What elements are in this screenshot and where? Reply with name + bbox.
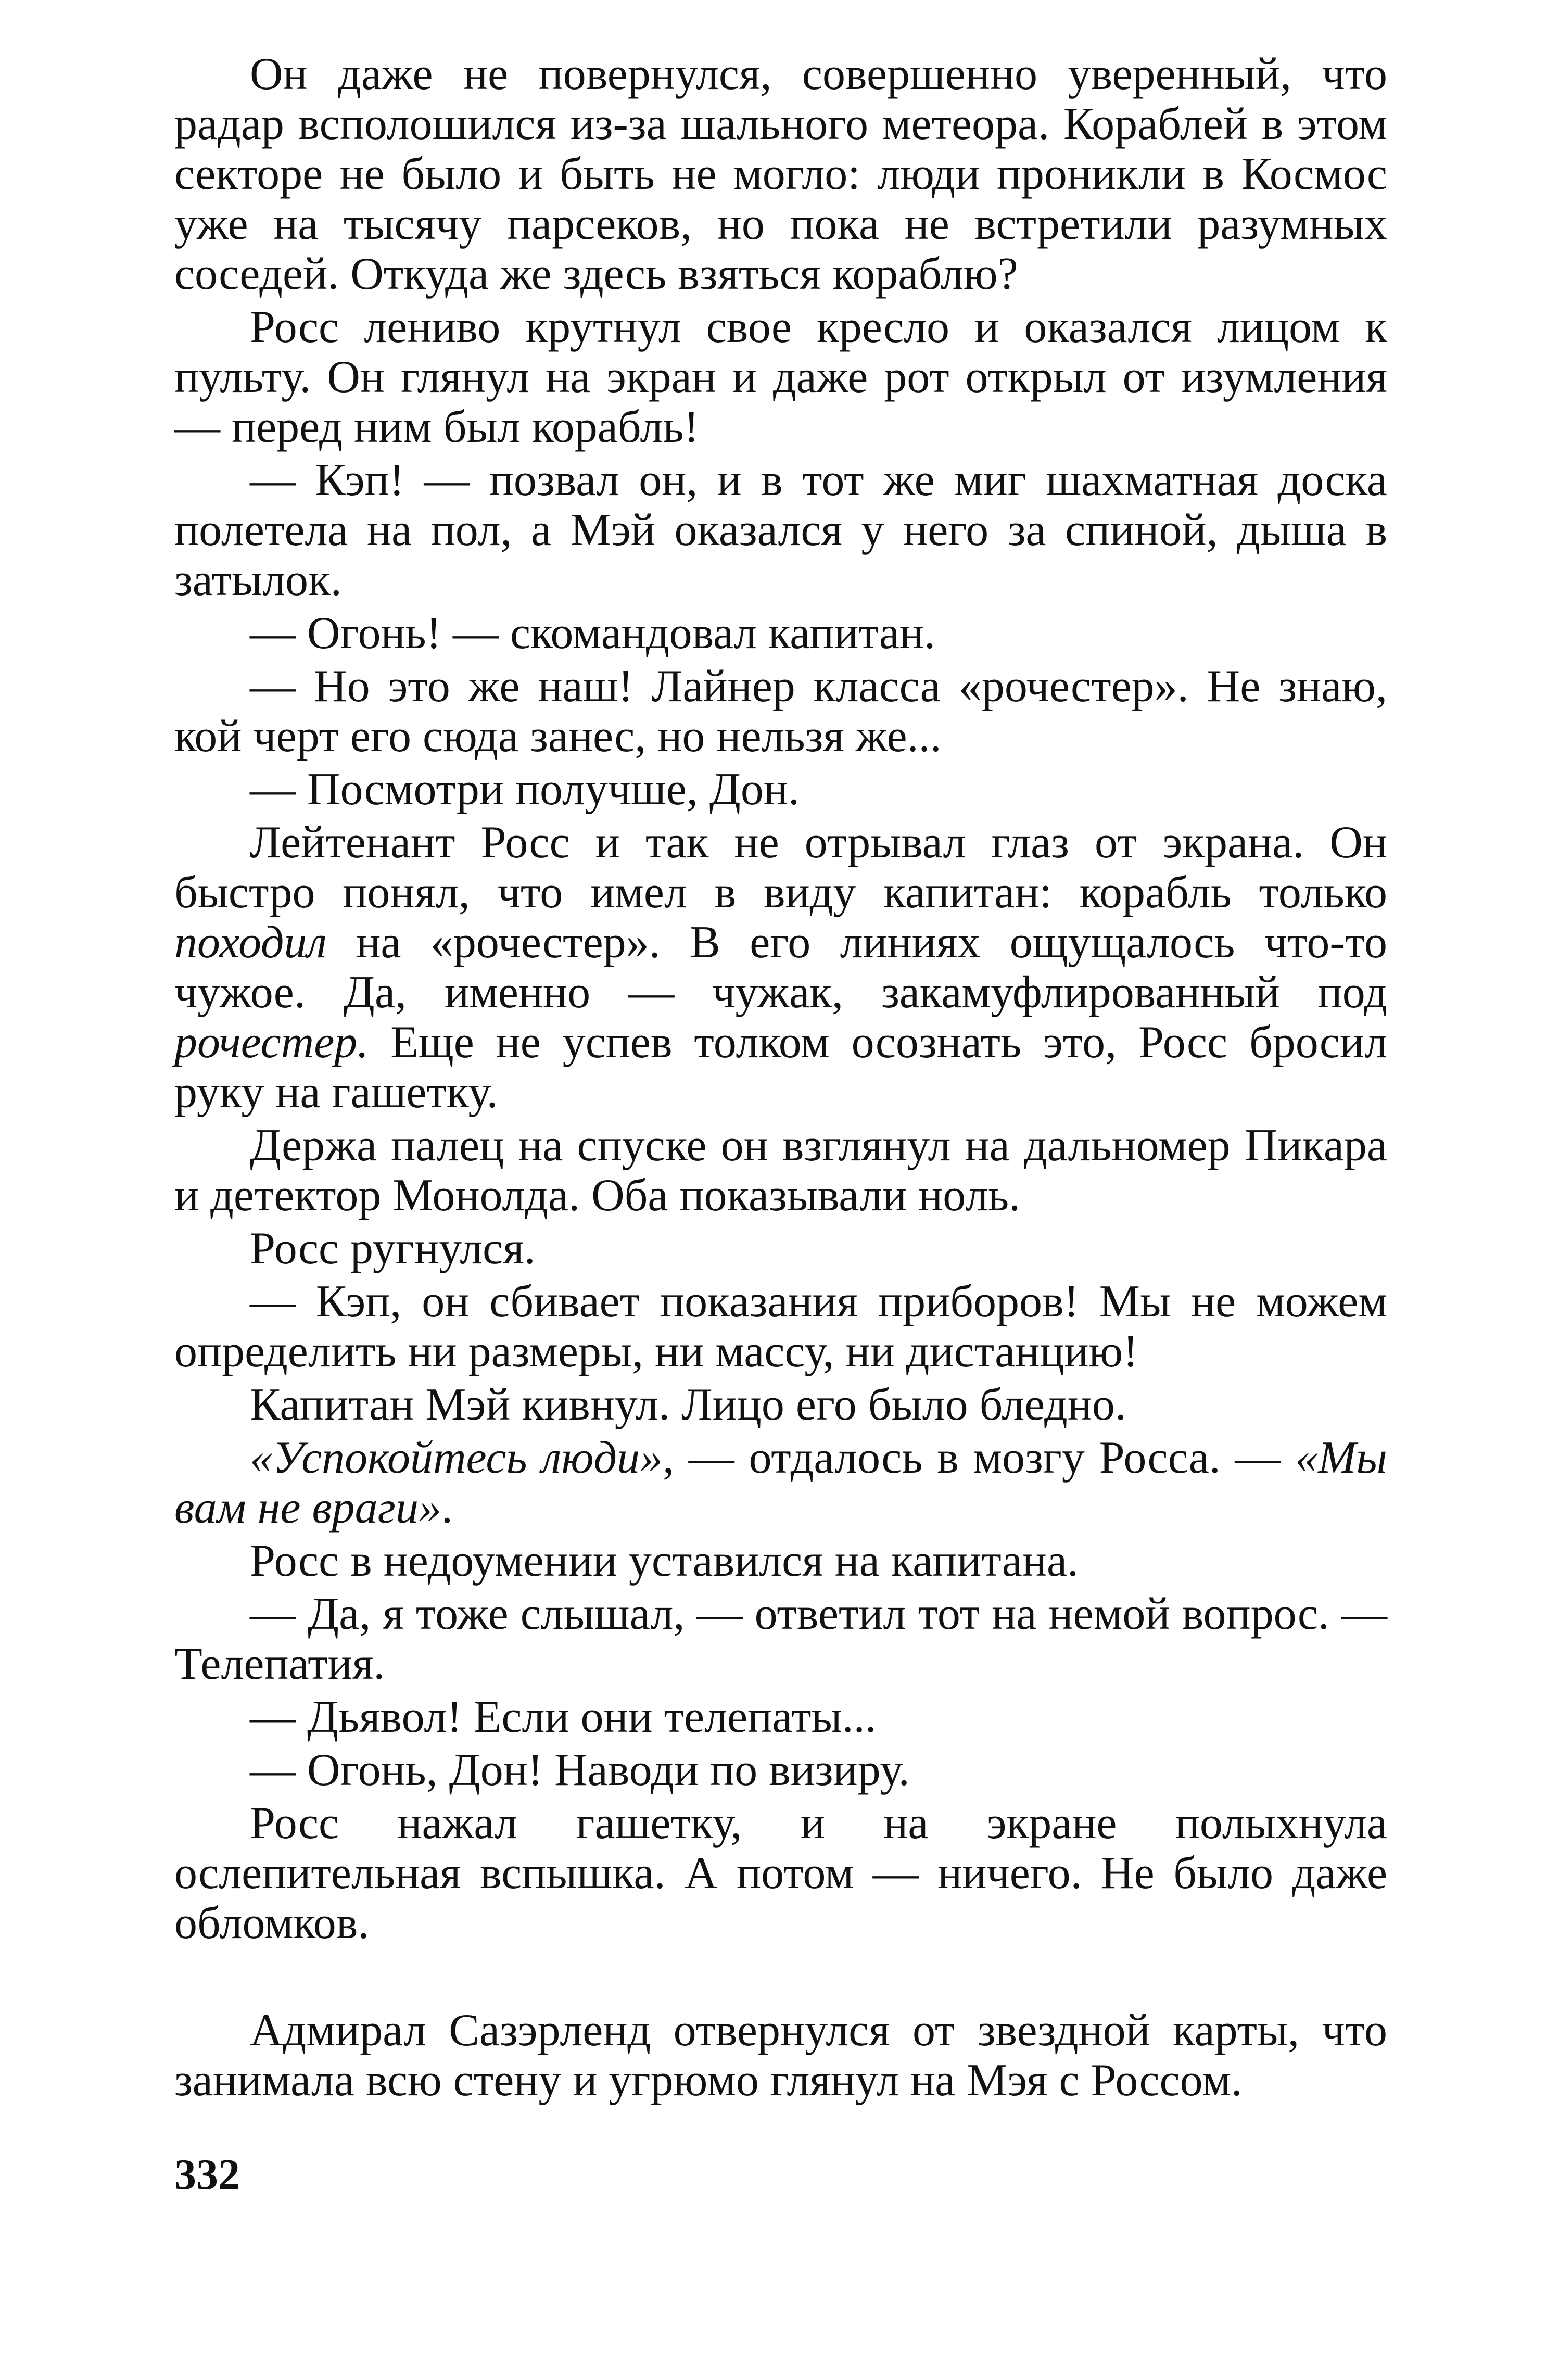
paragraph-3: — Кэп! — позвал он, и в тот же миг шахматная доска полетела на пол, а Мэй оказался у него за спиной, дыша в затылок. [174, 455, 1387, 605]
paragraph-14: — Да, я тоже слышал, — ответил тот на немой вопрос. — Телепатия. [174, 1589, 1387, 1689]
section-break [174, 1948, 1387, 2006]
paragraph-telepathy [174, 1433, 1387, 1533]
paragraph-7-part-e: Еще не успев толком осознать это, Росс бросил руку на гашетку. [174, 1017, 1387, 1118]
paragraph-1: Он даже не повернулся, совершенно уверенный, что радар всполошился из-за шального метеора. Кораблей в этом секторе не было и быть не могло: люди проникли в Космос уже на тысячу парсеков, но пока не встретили разумных соседей. Откуда же здесь взяться кораблю? [174, 49, 1387, 299]
paragraph-5: — Но это же наш! Лайнер класса «рочестер». Не знаю, кой черт его сюда занес, но нельзя же... [174, 661, 1387, 762]
paragraph-4: — Огонь! — скомандовал капитан. [250, 608, 935, 659]
paragraph-7-part-a: Лейтенант Росс и так не отрывал глаз от экрана. Он быстро понял, что имел в виду капитан: корабль только [174, 817, 1387, 918]
page-number: 332 [174, 2150, 240, 2199]
paragraph-8: Держа палец на спуске он взглянул на дальномер Пикара и детектор Монолда. Оба показывали ноль. [174, 1120, 1387, 1221]
paragraph-2: Росс лениво крутнул свое кресло и оказался лицом к пульту. Он глянул на экран и даже рот открыл от изумления — перед ним был корабль! [174, 302, 1387, 452]
book-page [174, 49, 1387, 2303]
paragraph-after-break: Адмирал Сазэрленд отвернулся от звездной карты, что занимала всю стену и угрюмо глянул на Мэя с Россом. [174, 2005, 1387, 2106]
paragraph-6: — Посмотри получше, Дон. [250, 764, 800, 815]
paragraph-15: — Дьявол! Если они телепаты... [250, 1692, 877, 1742]
paragraph-13: Росс в недоумении уставился на капитана. [250, 1536, 1079, 1586]
paragraph-16: — Огонь, Дон! Наводи по визиру. [250, 1745, 910, 1795]
paragraph-10: — Кэп, он сбивает показания приборов! Мы не можем определить ни размеры, ни массу, ни дистанцию! [174, 1276, 1387, 1377]
paragraph-7-italic-2: рочестер. [174, 1017, 369, 1068]
paragraph-7-italic-1: походил [174, 917, 327, 968]
telepathy-italic-1: «Успокойтесь люди» [250, 1433, 663, 1483]
telepathy-part-d: . [441, 1483, 453, 1533]
paragraph-7 [174, 818, 1387, 1118]
paragraph-17: Росс нажал гашетку, и на экране полыхнула ослепительная вспышка. А потом — ничего. Не было даже обломков. [174, 1798, 1387, 1948]
paragraph-9: Росс ругнулся. [250, 1223, 536, 1274]
telepathy-italic-2: «Мы вам не враги» [174, 1433, 1387, 1533]
telepathy-part-b: , — отдалось в мозгу Росса. — [663, 1433, 1296, 1483]
paragraph-7-part-c: на «рочестер». В его линиях ощущалось что-то чужое. Да, именно — чужак, закамуфлированный под [174, 917, 1387, 1018]
paragraph-11: Капитан Мэй кивнул. Лицо его было бледно. [250, 1379, 1126, 1430]
